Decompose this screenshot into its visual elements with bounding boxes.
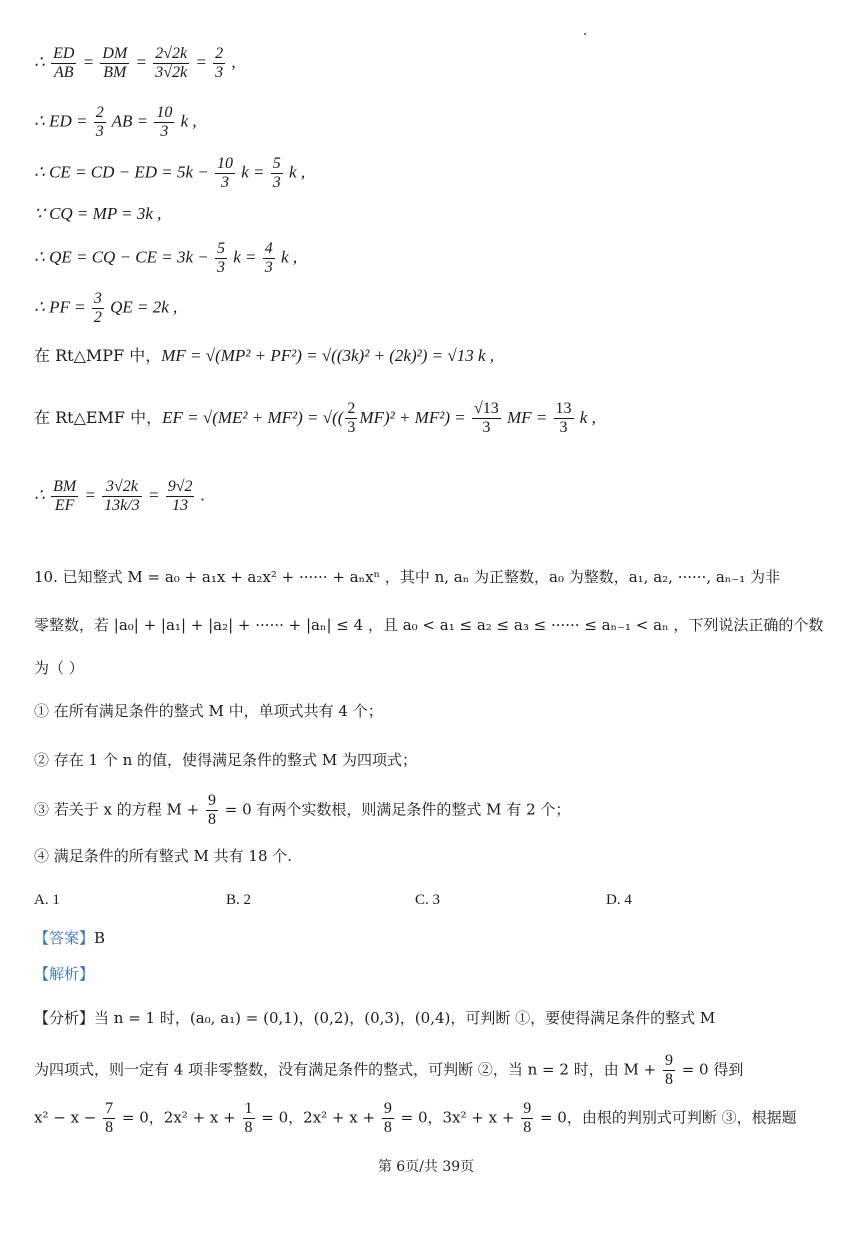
- derivation-line-3: ∴ CE = CD − ED = 5k − $\frac{10}{3}$ k = $\frac{5}{3}$ k ,: [34, 155, 306, 191]
- derivation-line-1: ∴ $\frac{ED}{AB}$ = $\frac{DM}{BM}$ = $\frac{2√2k}{3√2k}$ = $\frac{2}{3}$ ,: [34, 45, 236, 81]
- derivation-line-6: ∴ PF = $\frac{3}{2}$ QE = 2k ,: [34, 290, 178, 326]
- derivation-line-8: 在 Rt△EMF 中，EF = √(ME² + MF²) = √(( $\frac{2}{3}$ MF)² + MF²) = $\frac{√13}{3}$ MF = $\frac{13}{3}$ k ,: [34, 400, 596, 436]
- question-line-1: 10. 已知整式 M = a₀ + a₁x + a₂x² + ······ + aₙxⁿ ，其中 n, aₙ 为正整数，a₀ 为整数，a₁, a₂, ······, aₙ₋₁ 为非: [34, 568, 780, 586]
- option-a: A. 1: [34, 892, 60, 908]
- derivation-line-4: ∵ CQ = MP = 3k ,: [34, 204, 162, 223]
- question-line-2: 零整数，若 |a₀| + |a₁| + |a₂| + ······ + |aₙ| ≤ 4 ，且 a₀ < a₁ ≤ a₂ ≤ a₃ ≤ ······ ≤ aₙ₋₁ < aₙ ，下列说法正确的个数: [34, 616, 824, 634]
- answer-label: 【答案】: [34, 929, 95, 947]
- fenxi-label: 【分析】: [34, 1009, 95, 1027]
- statement-3: ③ 若关于 x 的方程 M + $\frac{9}{8}$ = 0 有两个实数根，则满足条件的整式 M 有 2 个；: [34, 792, 571, 828]
- analysis-paragraph-1: 【分析】当 n = 1 时，(a₀, a₁) = (0,1)，(0,2)，(0,3)，(0,4)，可判断 ①，要使得满足条件的整式 M: [34, 1009, 716, 1027]
- statement-4: ④ 满足条件的所有整式 M 共有 18 个.: [34, 847, 293, 865]
- analysis-paragraph-2: 为四项式，则一定有 4 项非零整数，没有满足条件的整式，可判断 ②，当 n = 2 时，由 M + $\frac{9}{8}$ = 0 得到: [34, 1052, 744, 1088]
- option-d: D. 4: [606, 892, 632, 908]
- derivation-line-7: 在 Rt△MPF 中，MF = √(MP² + PF²) = √((3k)² + (2k)²) = √13 k ,: [34, 346, 494, 365]
- page-footer: 第 6页/共 39页: [377, 1159, 475, 1175]
- analysis-label-line: [34, 964, 94, 984]
- derivation-line-2: ∴ ED = $\frac{2}{3}$ AB = $\frac{10}{3}$ k ,: [34, 104, 197, 140]
- derivation-line-5: ∴ QE = CQ − CE = 3k − $\frac{5}{3}$ k = $\frac{4}{3}$ k ,: [34, 240, 298, 276]
- speck: [584, 33, 586, 35]
- option-c: C. 3: [415, 892, 441, 908]
- answer-line: [34, 928, 105, 948]
- analysis-label: 【解析】: [34, 965, 95, 983]
- option-b: B. 2: [226, 892, 252, 908]
- question-line-3: 为（ ）: [34, 659, 84, 677]
- statement-1: ① 在所有满足条件的整式 M 中，单项式共有 4 个；: [34, 702, 383, 720]
- statement-2: ② 存在 1 个 n 的值，使得满足条件的整式 M 为四项式；: [34, 751, 417, 769]
- answer-value: B: [94, 929, 106, 947]
- derivation-line-9: ∴ $\frac{BM}{EF}$ = $\frac{3√2k}{13k/3}$ = $\frac{9√2}{13}$ .: [34, 478, 205, 514]
- analysis-paragraph-3: x² − x − $\frac{7}{8}$ = 0，2x² + x + $\frac{1}{8}$ = 0，2x² + x + $\frac{9}{8}$ = 0，3x² + x + $\frac{9}{8}$ = 0，由根的判别式可判断 ③，根据题: [34, 1100, 797, 1136]
